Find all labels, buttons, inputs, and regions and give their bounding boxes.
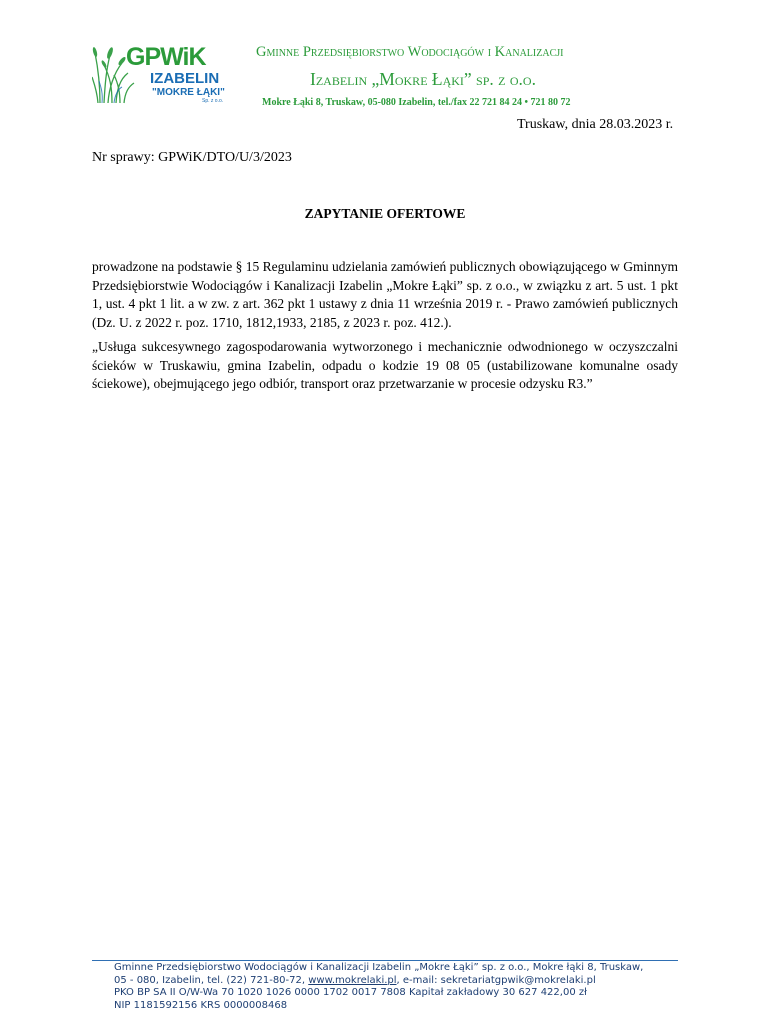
- legal-basis-paragraph: prowadzone na podstawie § 15 Regulaminu udzielania zamówień publicznych obowiązującego w Gminnym Przedsiębiorstwie Wodociągów i Kanalizacji Izabelin „Mokre Łąki” sp. z o.o., w związku z art. 5 ust. 1 pkt 1, ust. 4 pkt 1 lit. a w zw. z art. 362 pkt 1 ustawy z dnia 11 września 2019 r. - Prawo zamówień publicznych (Dz. U. z 2022 r. poz. 1710, 1812,1933, 2185, z 2023 r. poz. 412.).: [92, 259, 678, 330]
- case-number: Nr sprawy: GPWiK/DTO/U/3/2023: [92, 150, 292, 165]
- logo-legal: Sp. z o.o.: [202, 98, 224, 104]
- footer: [114, 962, 714, 1012]
- logo-city: IZABELIN: [150, 70, 220, 87]
- document-title: ZAPYTANIE OFERTOWE: [304, 206, 466, 221]
- document-date: Truskaw, dnia 28.03.2023 r.: [517, 117, 674, 132]
- company-logo: [92, 43, 238, 105]
- company-subname: Izabelin „Mokre Łąki” sp. z o.o.: [310, 69, 536, 89]
- svg-text:GPWiK: GPWiK: [126, 43, 206, 71]
- company-address: Mokre Łąki 8, Truskaw, 05-080 Izabelin, tel./fax 22 721 84 24 • 721 80 72: [262, 97, 571, 108]
- company-name: Gminne Przedsiębiorstwo Wodociągów i Kanalizacji: [256, 44, 564, 60]
- footer-bank: PKO BP SA II O/W-Wa 70 1020 1026 0000 1702 0017 7808 Kapitał zakładowy 30 627 422,00 zł: [114, 987, 587, 999]
- website-link[interactable]: www.mokrelaki.pl: [308, 974, 397, 986]
- service-description-paragraph: „Usługa sukcesywnego zagospodarowania wytworzonego i mechanicznie odwodnionego w oczyszczalni ścieków w Truskawiu, gmina Izabelin, odpadu o kodzie 19 08 05 (ustabilizowane komunalne osady ściekowe), obejmującego jego odbiór, transport oraz przetwarzanie w procesie odzysku R3.”: [92, 339, 678, 391]
- footer-company: Gminne Przedsiębiorstwo Wodociągów i Kanalizacji Izabelin „Mokre Łąki” sp. z o.o., Mokre łąki 8, Truskaw,: [114, 962, 644, 973]
- footer-contact: [114, 975, 714, 988]
- footer-divider: [92, 960, 678, 961]
- footer-address: 05 - 080, Izabelin, tel. (22) 721-80-72,: [114, 974, 309, 986]
- footer-email: , e-mail: sekretariatgpwik@mokrelaki.pl: [396, 974, 596, 986]
- logo-name: "MOKRE ŁĄKI": [152, 87, 225, 98]
- footer-registry: NIP 1181592156 KRS 0000008468: [114, 999, 288, 1011]
